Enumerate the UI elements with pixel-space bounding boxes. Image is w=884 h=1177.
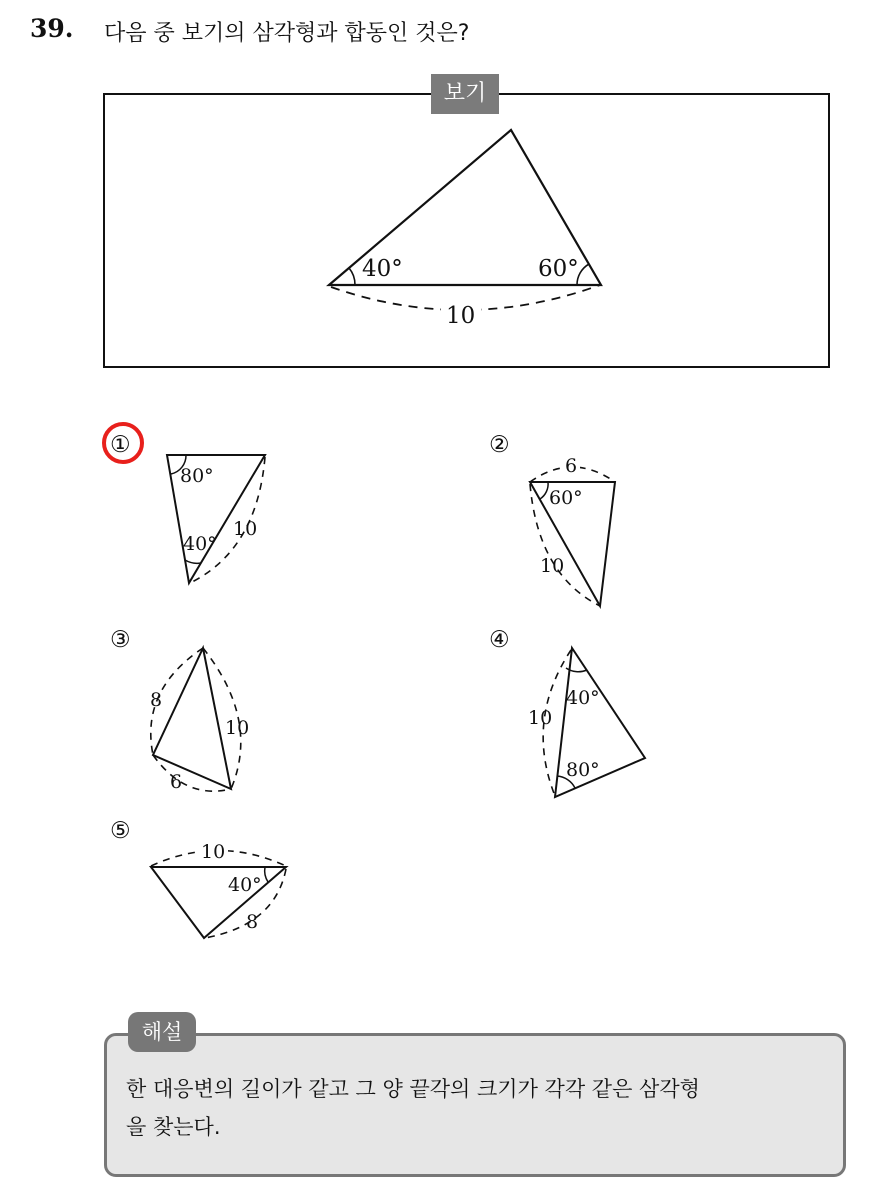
choice-2-marker[interactable]: ② xyxy=(489,432,510,458)
choice-2-side-top: 6 xyxy=(565,455,578,477)
choice-3-marker[interactable]: ③ xyxy=(110,627,131,653)
bogi-triangle xyxy=(329,130,601,310)
solution-line-1: 한 대응변의 길이가 같고 그 양 끝각의 크기가 각각 같은 삼각형 xyxy=(126,1077,700,1101)
bogi-angle-right: 60° xyxy=(538,256,579,282)
choice-1-angle-top: 80° xyxy=(180,465,214,487)
question-number: 39. xyxy=(30,14,74,43)
choice-1-side: 10 xyxy=(233,518,258,540)
bogi-label: 보기 xyxy=(431,74,499,114)
choice-5-side-right: 8 xyxy=(246,911,259,933)
choice-4-angle-bottom: 80° xyxy=(566,759,600,781)
choice-4-angle-top: 40° xyxy=(566,687,600,709)
bogi-angle-left: 40° xyxy=(362,256,403,282)
choice-5-marker[interactable]: ⑤ xyxy=(110,818,131,844)
choice-3-side-right: 10 xyxy=(225,717,250,739)
choice-5-side-top: 10 xyxy=(201,841,226,863)
choice-4-side: 10 xyxy=(528,707,553,729)
solution-line-2: 을 찾는다. xyxy=(126,1115,221,1139)
solution-text xyxy=(126,1070,826,1146)
choice-1-angle-bottom: 40° xyxy=(183,533,217,555)
choice-5-triangle xyxy=(151,851,286,939)
solution-label: 해설 xyxy=(128,1012,196,1052)
choice-4-marker[interactable]: ④ xyxy=(489,627,510,653)
choice-5-angle: 40° xyxy=(228,874,262,896)
choice-3-side-left: 8 xyxy=(150,689,163,711)
bogi-side-label: 10 xyxy=(446,303,476,329)
choice-3-side-bottom: 6 xyxy=(170,771,183,793)
choice-2-angle: 60° xyxy=(549,487,583,509)
choice-2-side-left: 10 xyxy=(540,555,565,577)
question-text: 다음 중 보기의 삼각형과 합동인 것은? xyxy=(104,21,470,46)
choice-1-marker[interactable]: ① xyxy=(110,432,131,458)
